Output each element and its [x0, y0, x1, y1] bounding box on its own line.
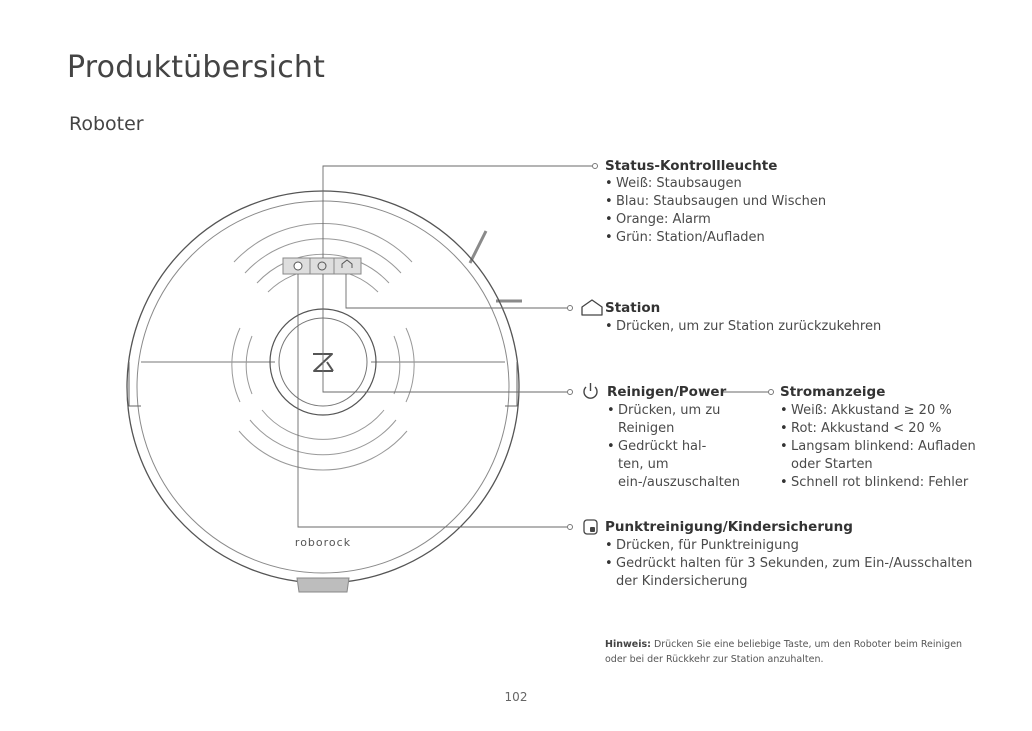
page-number: 102: [504, 690, 528, 704]
station-list: [605, 318, 905, 336]
list-item: • Blau: Staubsaugen und Wischen: [605, 193, 865, 211]
station-section: [605, 300, 905, 336]
spot-list: [605, 537, 985, 591]
home-icon: [582, 300, 602, 315]
status-list: [605, 175, 865, 247]
spot-callout-line: [298, 274, 567, 527]
list-item: • Weiß: Akkustand ≥ 20 %: [780, 402, 990, 420]
front-bumper: [297, 578, 349, 592]
list-item: • Langsam blinkend: Aufladen oder Starten: [780, 438, 990, 474]
list-item: • Drücken, für Punktreinigung: [605, 537, 985, 555]
spot-title: Punktreinigung/Kindersicherung: [605, 519, 853, 535]
list-item: • Drücken, um zu Reinigen: [607, 402, 725, 438]
indicator-title: Stromanzeige: [780, 384, 886, 400]
list-item: • Grün: Station/Aufladen: [605, 229, 865, 247]
indicator-section: [780, 384, 990, 492]
spot-section: [605, 519, 985, 591]
list-item: • Schnell rot blinkend: Fehler: [780, 474, 990, 492]
list-item: • Gedrückt halten für 3 Sekunden, zum Ein-/Ausschalten der Kindersicherung: [605, 555, 985, 591]
note: [605, 637, 965, 667]
list-item: • Orange: Alarm: [605, 211, 865, 229]
power-list: [607, 402, 741, 492]
station-title: Station: [605, 300, 661, 316]
spot-clean-icon: [584, 520, 597, 534]
status-title: Status-Kontrollleuchte: [605, 158, 778, 174]
page-title: Produktübersicht: [67, 50, 326, 85]
status-section: [605, 158, 865, 247]
side-brush-top: [470, 231, 486, 263]
list-item: • Drücken, um zur Station zurückzukehren: [605, 318, 905, 336]
spot-button-icon[interactable]: [294, 262, 302, 270]
note-label: Hinweis:: [605, 639, 651, 650]
list-item: • Weiß: Staubsaugen: [605, 175, 865, 193]
note-text: Drücken Sie eine beliebige Taste, um den Roboter beim Reinigen oder bei der Rückkehr zur Station anzuhalten.: [605, 639, 963, 665]
station-callout-line: [346, 274, 567, 308]
power-section: [607, 384, 741, 492]
brand-label: roborock: [294, 536, 352, 549]
indicator-list: [780, 402, 990, 492]
power-callout-line: [323, 274, 567, 392]
list-item: • Gedrückt hal-ten, um ein-/auszuschalten: [607, 438, 725, 492]
list-item: • Rot: Akkustand < 20 %: [780, 420, 990, 438]
page-subtitle: Roboter: [69, 113, 144, 135]
power-title: Reinigen/Power: [607, 384, 727, 400]
power-icon: [584, 383, 597, 398]
